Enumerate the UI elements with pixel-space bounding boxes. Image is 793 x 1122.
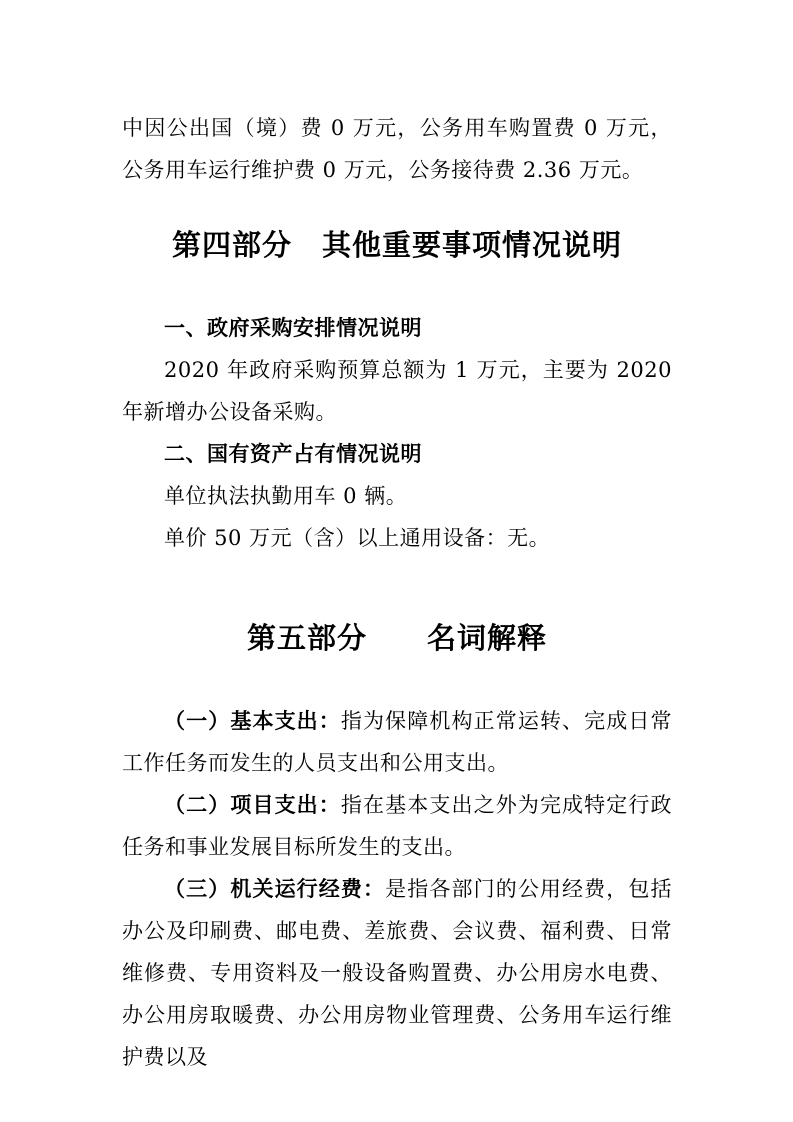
continuation-paragraph: 中因公出国（境）费 0 万元，公务用车购置费 0 万元，公务用车运行维护费 0 万元，公务接待费 2.36 万元。 [122, 116, 672, 182]
definition-text: 指在基本支出之外为完成特定行政任务和事业发展目标所发生的支出。 [122, 793, 673, 859]
section4-sub1-paragraph: 2020 年政府采购预算总额为 1 万元，主要为 2020 年新增办公设备采购。 [122, 358, 672, 424]
definition-term: （一）基本支出： [164, 709, 341, 733]
section5-heading: 第五部分 名词解释 [246, 621, 547, 655]
section4-heading: 第四部分 其他重要事项情况说明 [171, 228, 622, 262]
section4-sub1-heading: 一、政府采购安排情况说明 [164, 316, 422, 340]
definition-agency-operating-funds [122, 868, 672, 1078]
section4-sub2-paragraph-equipment: 单价 50 万元（含）以上通用设备：无。 [164, 526, 551, 550]
section4-sub2-paragraph-vehicles: 单位执法执勤用车 0 辆。 [164, 484, 408, 508]
definition-basic-expenditure [122, 700, 672, 784]
definition-text: 指为保障机构正常运转、完成日常工作任务而发生的人员支出和公用支出。 [122, 709, 673, 775]
section4-sub2-heading: 二、国有资产占有情况说明 [164, 442, 422, 466]
definition-project-expenditure [122, 784, 672, 868]
definition-term: （二）项目支出： [164, 793, 341, 817]
definition-term: （三）机关运行经费： [164, 877, 386, 901]
definition-text: 是指各部门的公用经费，包括办公及印刷费、邮电费、差旅费、会议费、福利费、日常维修费、专用资料及一般设备购置费、办公用房水电费、办公用房取暖费、办公用房物业管理费、公务用车运行维护费以及 [122, 877, 673, 1069]
